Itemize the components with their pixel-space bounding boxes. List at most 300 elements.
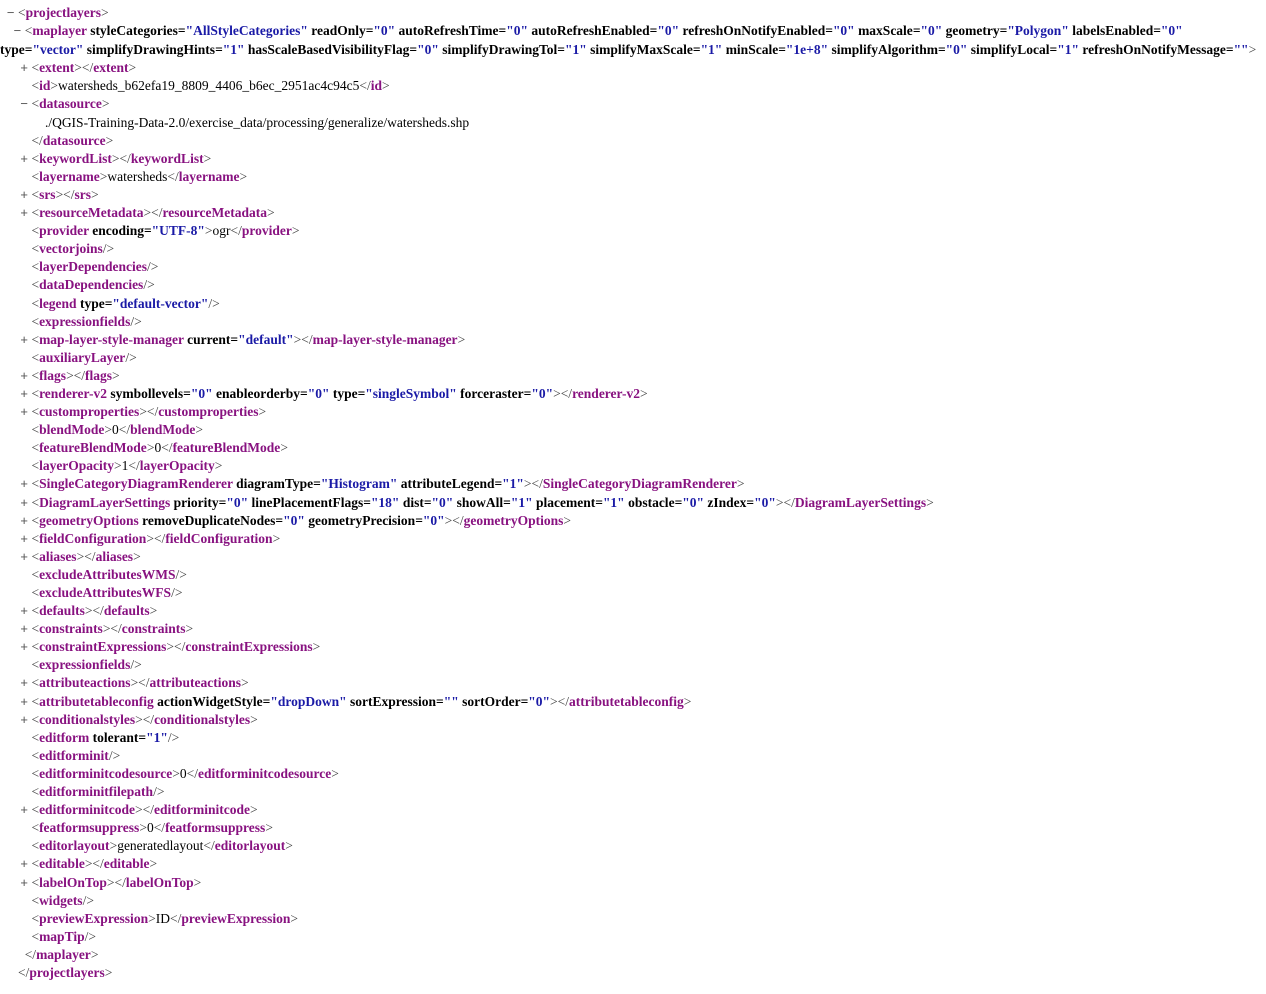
toggle-placeholder — [20, 423, 28, 438]
indent-spacer — [0, 893, 20, 908]
indent-spacer — [0, 657, 20, 672]
xml-punctuation: < — [31, 277, 40, 293]
xml-punctuation: ></ — [84, 603, 104, 619]
xml-attribute-name: symbollevels — [107, 385, 184, 401]
indent-spacer — [0, 296, 20, 311]
toggle-placeholder — [20, 839, 28, 854]
expand-node-toggle[interactable] — [20, 532, 28, 547]
xml-attribute-value: "default-vector" — [112, 295, 209, 311]
xml-punctuation: ></ — [143, 205, 163, 221]
xml-line — [0, 258, 1266, 276]
xml-punctuation: ></ — [84, 856, 104, 872]
xml-punctuation: > — [291, 223, 300, 239]
indent-spacer — [0, 350, 20, 365]
xml-punctuation: </ — [24, 946, 37, 962]
xml-tag-name: editforminitcodesource — [39, 765, 173, 781]
toggle-placeholder — [20, 658, 28, 673]
xml-punctuation: < — [31, 675, 40, 691]
xml-attribute-name: removeDuplicateNodes — [138, 512, 276, 528]
xml-text-node: 1 — [121, 458, 129, 474]
xml-equals: = — [595, 494, 603, 510]
xml-attribute-value: "0" — [307, 385, 330, 401]
xml-punctuation: ></ — [523, 476, 543, 492]
xml-line — [0, 114, 1266, 132]
xml-tag-name: renderer-v2 — [572, 385, 641, 401]
xml-tag-name: legend — [39, 295, 77, 311]
xml-attribute-value: "0" — [431, 494, 454, 510]
xml-equals: = — [746, 494, 755, 510]
xml-tag-name: srs — [39, 186, 56, 202]
expand-node-toggle[interactable] — [20, 333, 28, 348]
indent-spacer — [0, 621, 20, 636]
xml-equals: = — [520, 693, 529, 709]
xml-punctuation: < — [24, 23, 33, 39]
xml-punctuation: > — [285, 838, 293, 854]
expand-node-toggle[interactable] — [20, 550, 28, 565]
xml-line — [0, 59, 1266, 77]
xml-punctuation: ></ — [102, 621, 122, 637]
xml-equals: = — [649, 23, 658, 39]
xml-tag-name: provider — [241, 223, 292, 239]
xml-tag-name: editform — [39, 729, 90, 745]
indent-spacer — [0, 440, 20, 455]
xml-punctuation: < — [31, 367, 40, 383]
xml-punctuation: ></ — [444, 512, 464, 528]
xml-punctuation: < — [31, 60, 40, 76]
xml-line — [0, 512, 1266, 530]
expand-node-toggle[interactable] — [20, 405, 28, 420]
xml-punctuation: < — [31, 729, 40, 745]
xml-punctuation: > — [290, 910, 298, 926]
indent-spacer — [0, 549, 20, 564]
xml-attribute-name: tolerant — [89, 729, 139, 745]
xml-line — [0, 276, 1266, 294]
xml-equals: = — [218, 494, 227, 510]
xml-tag-name: expressionfields — [39, 657, 131, 673]
xml-attribute-name: simplifyDrawingTol — [438, 42, 558, 58]
expand-node-toggle[interactable] — [20, 803, 28, 818]
xml-punctuation: /> — [171, 585, 183, 600]
expand-node-toggle[interactable] — [20, 477, 28, 492]
indent-spacer — [0, 314, 20, 329]
xml-tag-name: constraintExpressions — [39, 639, 167, 655]
xml-punctuation: > — [139, 820, 147, 836]
indent-spacer — [0, 639, 20, 654]
xml-tag-name: layerOpacity — [139, 458, 215, 474]
xml-line — [0, 222, 1266, 240]
xml-tag-name: SingleCategoryDiagramRenderer — [542, 476, 737, 492]
indent-spacer — [0, 115, 34, 130]
xml-attribute-name: priority — [170, 494, 219, 510]
xml-tag-name: flags — [39, 367, 67, 383]
expand-node-toggle[interactable] — [20, 640, 28, 655]
xml-equals: = — [357, 385, 366, 401]
xml-line — [0, 403, 1266, 421]
xml-tag-name: excludeAttributesWMS — [39, 566, 176, 582]
xml-attribute-value: "1" — [700, 42, 723, 58]
xml-tag-name: provider — [39, 223, 89, 239]
xml-line — [0, 910, 1266, 928]
expand-node-toggle[interactable] — [20, 387, 28, 402]
xml-tag-name: defaults — [39, 603, 85, 619]
xml-line — [0, 711, 1266, 729]
xml-tag-name: datasource — [42, 132, 106, 148]
xml-punctuation: > — [640, 385, 648, 401]
indent-spacer — [0, 422, 20, 437]
xml-line — [0, 331, 1266, 349]
indent-spacer — [0, 675, 20, 690]
xml-equals: = — [557, 42, 565, 58]
toggle-placeholder — [20, 315, 28, 330]
xml-punctuation: /> — [130, 313, 142, 329]
xml-punctuation: < — [31, 150, 40, 166]
xml-tag-name: featformsuppress — [39, 820, 140, 836]
xml-punctuation: > — [382, 78, 390, 94]
indent-spacer — [0, 368, 20, 383]
expand-node-toggle[interactable] — [20, 369, 28, 384]
xml-line — [0, 22, 1266, 59]
xml-attribute-value: "Polygon" — [1007, 23, 1069, 39]
xml-punctuation: </ — [31, 132, 43, 148]
xml-tag-name: srs — [74, 186, 92, 202]
xml-tag-name: editorlayout — [39, 838, 110, 854]
xml-punctuation: < — [31, 603, 40, 619]
xml-attribute-value: "AllStyleCategories" — [185, 23, 308, 39]
xml-equals: = — [262, 693, 271, 709]
xml-equals: = — [825, 23, 833, 39]
xml-punctuation: < — [17, 5, 26, 20]
xml-attribute-name: sortExpression — [346, 693, 437, 709]
xml-attribute-name: readOnly — [307, 23, 366, 39]
xml-equals: = — [1049, 42, 1058, 58]
xml-line — [0, 367, 1266, 385]
xml-attribute-name: simplifyAlgorithm — [828, 42, 938, 58]
indent-spacer — [0, 820, 20, 835]
xml-line — [0, 313, 1266, 331]
xml-punctuation: < — [31, 404, 40, 420]
xml-equals: = — [363, 494, 371, 510]
xml-punctuation: < — [31, 566, 40, 582]
xml-punctuation: > — [104, 964, 113, 980]
xml-attribute-value: "Histogram" — [320, 476, 398, 492]
xml-punctuation: ></ — [139, 404, 159, 420]
xml-tag-name: fieldConfiguration — [165, 530, 273, 546]
toggle-placeholder — [20, 912, 28, 927]
xml-line — [0, 928, 1266, 946]
expand-node-toggle[interactable] — [20, 514, 28, 529]
xml-equals: = — [138, 729, 147, 745]
xml-punctuation: /> — [167, 729, 180, 745]
xml-line — [0, 584, 1266, 602]
indent-spacer — [0, 404, 20, 419]
xml-punctuation: < — [31, 639, 40, 655]
xml-punctuation: ></ — [553, 385, 573, 401]
xml-tag-name: labelOnTop — [39, 874, 107, 890]
xml-tag-name: geometryOptions — [39, 512, 139, 528]
xml-punctuation: </ — [230, 223, 242, 239]
xml-punctuation: ></ — [111, 150, 131, 166]
xml-tag-name: renderer-v2 — [39, 385, 108, 401]
xml-tag-name: constraints — [39, 621, 103, 637]
xml-text-node: 0 — [154, 440, 162, 456]
xml-attribute-value: "1e+8" — [785, 42, 829, 58]
xml-tag-name: editforminitcodesource — [198, 765, 332, 781]
xml-tag-name: attributetableconfig — [569, 693, 684, 709]
indent-spacer — [0, 911, 20, 926]
xml-punctuation: > — [266, 205, 275, 221]
xml-equals: = — [143, 223, 152, 239]
xml-equals: = — [313, 476, 321, 492]
toggle-placeholder — [20, 79, 28, 94]
xml-tag-name: constraints — [121, 621, 186, 637]
xml-punctuation: > — [101, 96, 110, 112]
collapse-node-toggle[interactable] — [7, 6, 15, 21]
xml-punctuation: > — [204, 223, 213, 239]
xml-line — [0, 656, 1266, 674]
xml-equals: = — [494, 476, 503, 492]
toggle-placeholder — [20, 568, 28, 583]
xml-tag-name: extent — [93, 60, 129, 76]
expand-node-toggle[interactable] — [20, 188, 28, 203]
xml-equals: = — [503, 494, 511, 510]
xml-punctuation: ></ — [55, 186, 75, 202]
xml-line — [0, 729, 1266, 747]
xml-punctuation: /> — [208, 295, 220, 311]
xml-attribute-value: "0" — [682, 494, 705, 510]
xml-line — [0, 638, 1266, 656]
xml-attribute-value: "0" — [531, 385, 554, 401]
xml-punctuation: < — [31, 331, 40, 347]
xml-equals: = — [436, 693, 444, 709]
xml-punctuation: < — [31, 585, 40, 600]
xml-punctuation: > — [926, 494, 934, 510]
xml-line — [0, 855, 1266, 873]
xml-line — [0, 240, 1266, 258]
indent-spacer — [0, 766, 20, 781]
xml-tag-name: vectorjoins — [39, 241, 103, 257]
xml-attribute-name: sortOrder — [458, 693, 521, 709]
xml-tag-name: maplayer — [32, 23, 87, 39]
xml-punctuation: < — [31, 494, 40, 510]
xml-attribute-value: "0" — [422, 512, 445, 528]
xml-punctuation: > — [133, 548, 141, 564]
xml-punctuation: < — [31, 186, 40, 202]
xml-punctuation: < — [31, 458, 40, 474]
expand-node-toggle[interactable] — [20, 604, 28, 619]
xml-punctuation: /> — [153, 784, 165, 800]
xml-punctuation: > — [146, 440, 155, 456]
xml-line — [0, 186, 1266, 204]
xml-equals: = — [692, 42, 701, 58]
xml-tag-name: DiagramLayerSettings — [794, 494, 927, 510]
xml-attribute-name: hasScaleBasedVisibilityFlag — [244, 42, 410, 58]
xml-tag-name: resourceMetadata — [162, 205, 267, 221]
xml-line — [0, 946, 1266, 964]
expand-node-toggle[interactable] — [20, 676, 28, 691]
xml-punctuation: /> — [130, 657, 142, 673]
xml-text-node: ./QGIS-Training-Data-2.0/exercise_data/processing/generalize/watersheds.shp — [44, 114, 470, 130]
xml-punctuation: < — [31, 802, 40, 818]
xml-line — [0, 892, 1266, 910]
xml-line — [0, 295, 1266, 313]
toggle-placeholder — [20, 459, 28, 474]
expand-node-toggle[interactable] — [20, 206, 28, 221]
xml-punctuation: > — [112, 367, 120, 383]
xml-punctuation: < — [31, 548, 40, 564]
xml-punctuation: ></ — [166, 639, 186, 655]
xml-attribute-value: "1" — [502, 476, 524, 492]
xml-punctuation: > — [457, 331, 466, 347]
xml-punctuation: > — [683, 693, 692, 709]
xml-attribute-value: "1" — [146, 729, 168, 745]
xml-punctuation: > — [149, 603, 158, 619]
xml-equals: = — [498, 23, 507, 39]
xml-line — [0, 494, 1266, 512]
toggle-placeholder — [20, 134, 28, 149]
xml-attribute-name: obstacle — [624, 494, 675, 510]
xml-attribute-value: "0" — [1160, 23, 1183, 39]
xml-punctuation: > — [272, 530, 281, 546]
xml-tag-name: keywordList — [130, 150, 204, 166]
xml-punctuation: > — [203, 150, 212, 166]
xml-punctuation: /> — [108, 747, 121, 763]
xml-punctuation: /> — [147, 259, 159, 275]
indent-spacer — [0, 205, 20, 220]
xml-punctuation: > — [280, 440, 288, 456]
xml-punctuation: ></ — [135, 802, 155, 818]
toggle-placeholder — [20, 586, 28, 601]
xml-attribute-name: simplifyDrawingHints — [83, 42, 216, 58]
xml-tag-name: customproperties — [39, 404, 140, 420]
xml-punctuation: > — [250, 802, 258, 818]
xml-punctuation: < — [31, 784, 40, 800]
xml-punctuation: > — [99, 168, 108, 184]
xml-punctuation: < — [31, 440, 40, 456]
xml-punctuation: > — [185, 621, 194, 637]
toggle-placeholder — [20, 170, 28, 185]
xml-punctuation: < — [31, 385, 40, 401]
xml-attribute-value: "1" — [602, 494, 625, 510]
xml-punctuation: </ — [167, 168, 179, 184]
xml-punctuation: </ — [203, 838, 215, 854]
xml-punctuation: ></ — [550, 693, 570, 709]
expand-node-toggle[interactable] — [20, 152, 28, 167]
xml-punctuation: < — [31, 313, 40, 329]
xml-attribute-value: "0" — [754, 494, 776, 510]
expand-node-toggle[interactable] — [20, 876, 28, 891]
xml-line — [0, 530, 1266, 548]
xml-tag-name: aliases — [39, 548, 77, 564]
xml-line — [0, 385, 1266, 403]
xml-punctuation: ></ — [775, 494, 795, 510]
indent-spacer — [0, 603, 20, 618]
xml-punctuation: ></ — [293, 331, 313, 347]
xml-attribute-value: "18" — [370, 494, 400, 510]
xml-tag-name: id — [370, 78, 383, 94]
xml-attribute-value: "0" — [528, 693, 551, 709]
expand-node-toggle[interactable] — [20, 622, 28, 637]
xml-punctuation: > — [265, 820, 273, 836]
xml-line — [0, 674, 1266, 692]
xml-attribute-value: "0" — [417, 42, 439, 58]
xml-text-node: ID — [155, 910, 170, 926]
xml-attribute-value: "vector" — [32, 42, 84, 58]
xml-attribute-name: diagramType — [232, 476, 314, 492]
xml-punctuation: > — [312, 639, 321, 655]
xml-tag-name: editforminit — [39, 747, 109, 763]
xml-line — [0, 95, 1266, 113]
xml-punctuation: < — [31, 621, 40, 637]
xml-tag-name: layername — [39, 168, 100, 184]
expand-node-toggle[interactable] — [20, 61, 28, 76]
indent-spacer — [0, 748, 20, 763]
xml-line — [0, 204, 1266, 222]
xml-attribute-name: zIndex — [704, 494, 747, 510]
xml-line — [0, 349, 1266, 367]
xml-punctuation: < — [31, 205, 40, 221]
xml-punctuation: > — [109, 838, 118, 854]
xml-attribute-name: type — [76, 295, 105, 311]
toggle-placeholder — [34, 116, 42, 131]
xml-punctuation: < — [31, 241, 40, 257]
xml-tag-name: layerDependencies — [39, 259, 148, 275]
xml-punctuation: > — [128, 60, 137, 76]
xml-tag-name: attributetableconfig — [39, 693, 154, 709]
toggle-placeholder — [20, 242, 28, 257]
xml-text-node: 0 — [179, 765, 187, 781]
xml-punctuation: < — [31, 168, 40, 184]
expand-node-toggle[interactable] — [20, 496, 28, 511]
xml-equals: = — [104, 295, 113, 311]
xml-punctuation: > — [90, 946, 99, 962]
xml-attribute-name: refreshOnNotifyEnabled — [679, 23, 826, 39]
xml-attribute-name: geometry — [942, 23, 1000, 39]
xml-attribute-value: "0" — [920, 23, 943, 39]
xml-punctuation: > — [91, 186, 99, 202]
xml-tag-name: widgets — [39, 892, 83, 908]
xml-tag-name: editable — [39, 856, 85, 872]
indent-spacer — [0, 223, 20, 238]
xml-punctuation: < — [31, 747, 40, 763]
expand-node-toggle[interactable] — [20, 695, 28, 710]
xml-attribute-name: showAll — [453, 494, 504, 510]
xml-equals: = — [183, 385, 191, 401]
xml-attribute-name: enableorderby — [212, 385, 300, 401]
expand-node-toggle[interactable] — [20, 857, 28, 872]
xml-punctuation: </ — [161, 440, 173, 456]
xml-punctuation: < — [31, 838, 40, 854]
xml-punctuation: > — [195, 422, 203, 438]
indent-spacer — [0, 23, 14, 38]
xml-punctuation: < — [31, 820, 40, 836]
xml-text-node: 0 — [111, 422, 119, 438]
xml-attribute-name: type — [329, 385, 358, 401]
xml-tag-name: customproperties — [158, 404, 259, 420]
xml-punctuation: ></ — [76, 548, 96, 564]
expand-node-toggle[interactable] — [20, 713, 28, 728]
indent-spacer — [0, 730, 20, 745]
xml-punctuation: ></ — [135, 711, 155, 727]
collapse-node-toggle[interactable] — [20, 97, 28, 112]
xml-tag-name: editable — [103, 856, 150, 872]
toggle-placeholder — [20, 441, 28, 456]
xml-punctuation: ></ — [74, 60, 94, 76]
indent-spacer — [0, 78, 20, 93]
xml-tag-name: attributeactions — [39, 675, 131, 691]
xml-punctuation: ></ — [130, 675, 150, 691]
xml-tag-name: keywordList — [39, 150, 112, 166]
xml-punctuation: > — [50, 78, 58, 94]
